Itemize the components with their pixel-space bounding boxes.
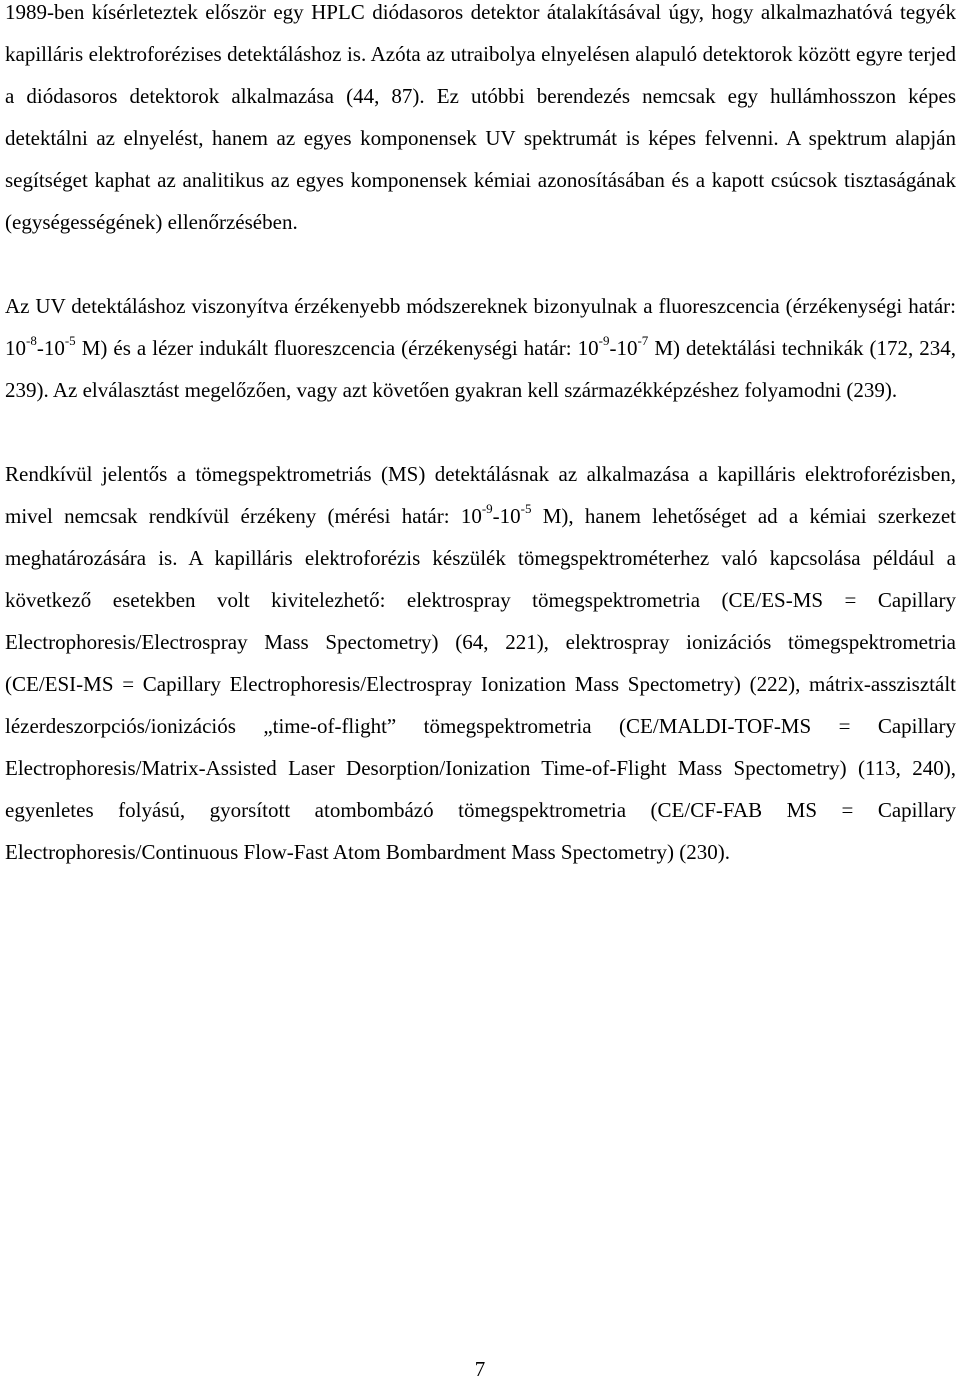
text-run: -10 — [609, 336, 638, 360]
text-run: Az UV detektáláshoz viszonyítva érzékenyebb módszereknek bizonyulnak a fluoreszcencia (érzékenységi határ: 10 — [5, 294, 956, 360]
paragraph-mass-spectrometry-detection — [5, 453, 956, 873]
exponent: -5 — [64, 333, 76, 348]
document-page — [5, 0, 956, 873]
page-number: 7 — [474, 1357, 486, 1381]
exponent: -9 — [481, 501, 493, 516]
text-run: -10 — [36, 336, 65, 360]
text-run: -10 — [492, 504, 521, 528]
text-run: M) detektálási technikák (172, 234, 239). Az elválasztást megelőzően, vagy azt követően gyakran kell származékképzéshez folyamodni (239). — [5, 336, 956, 402]
exponent: -9 — [598, 333, 610, 348]
exponent: -5 — [520, 501, 532, 516]
text-run: Rendkívül jelentős a tömegspektrometriás (MS) detektálásnak az alkalmazása a kapilláris elektroforézisben, mivel nemcsak rendkívül érzékeny (mérési határ: 10 — [5, 462, 956, 528]
text-run: M), hanem lehetőséget ad a kémiai szerkezet meghatározására is. A kapilláris elektroforézis készülék tömegspektrométerhez való kapcsolása például a következő esetekben volt kivitelezhető: elektrospray tömegspektrometria (CE/ES-MS = Capillary Electrophoresis/Electrospray Mass Spectometry) (64, 221), elektrospray ionizációs tömegspektrometria (CE/ESI-MS = Capillary Electrophoresis/Electrospray Ionization Mass Spectometry) (222), mátrix-asszisztált lézerdeszorpciós/ionizációs „time-of-flight” tömegspektrometria (CE/MALDI-TOF-MS = Capillary Electrophoresis/Matrix-Assisted Laser Desorption/Ionization Time-of-Flight Mass Spectometry) (113, 240), egyenletes folyású, gyorsított atombombázó tömegspektrometria (CE/CF-FAB MS = Capillary Electrophoresis/Continuous Flow-Fast Atom Bombardment Mass Spectometry) (230). — [5, 504, 956, 864]
exponent: -7 — [637, 333, 649, 348]
exponent: -8 — [26, 333, 37, 348]
paragraph-diode-array-detection: 1989-ben kísérleteztek először egy HPLC diódasoros detektor átalakításával úgy, hogy alkalmazhatóvá tegyék kapilláris elektroforézises detektáláshoz is. Azóta az utraibolya elnyelésen alapuló detektorok között egyre terjed a diódasoros detektorok alkalmazása (44, 87). Ez utóbbi berendezés nemcsak egy hullámhosszon képes detektálni az elnyelést, hanem az egyes komponensek UV spektrumát is képes felvenni. A spektrum alapján segítséget kaphat az analitikus az egyes komponensek kémiai azonosításában és a kapott csúcsok tisztaságának (egységességének) ellenőrzésében. — [5, 0, 956, 234]
paragraph-fluorescence-detection — [5, 285, 956, 411]
text-run: M) és a lézer indukált fluoreszcencia (érzékenységi határ: 10 — [75, 336, 599, 360]
